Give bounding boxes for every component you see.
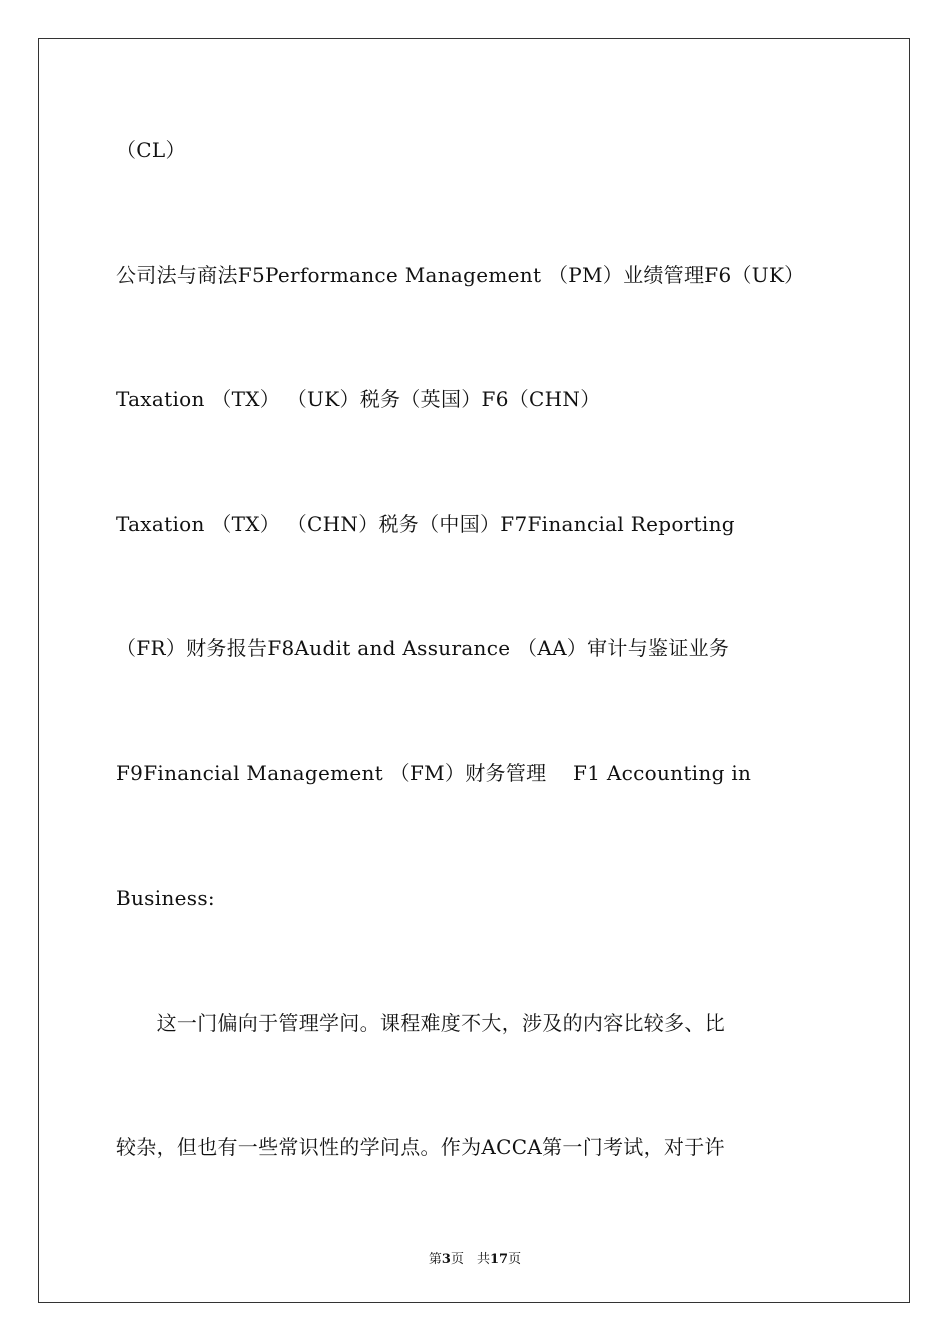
page-border: [38, 38, 910, 1303]
text-line-9: 较杂，但也有一些常识性的学问点。作为ACCA第一门考试，对于许: [116, 1135, 725, 1159]
footer-suffix: 页: [508, 1252, 522, 1267]
text-line-8: 这一门偏向于管理学问。课程难度不大，涉及的内容比较多、比: [116, 1011, 725, 1035]
footer-current-page: 3: [441, 1252, 451, 1267]
text-line-2: 公司法与商法F5Performance Management （PM）业绩管理F6（UK）: [116, 263, 805, 287]
text-line-6: F9Financial Management （FM）财务管理 F1 Accounting in: [116, 761, 752, 785]
footer-total-pages: 17: [489, 1252, 509, 1267]
text-line-5: （FR）财务报告F8Audit and Assurance （AA）审计与鉴证业务: [116, 636, 730, 660]
footer-prefix: 第: [428, 1252, 442, 1267]
text-line-4: Taxation （TX） （CHN）税务（中国）F7Financial Reporting: [116, 512, 735, 536]
text-line-3: Taxation （TX） （UK）税务（英国）F6（CHN）: [116, 387, 601, 411]
page-footer: [0, 1248, 950, 1267]
text-line-7: Business:: [116, 886, 215, 910]
footer-middle: 页 共: [450, 1252, 490, 1267]
text-line-1: （CL）: [116, 138, 186, 162]
